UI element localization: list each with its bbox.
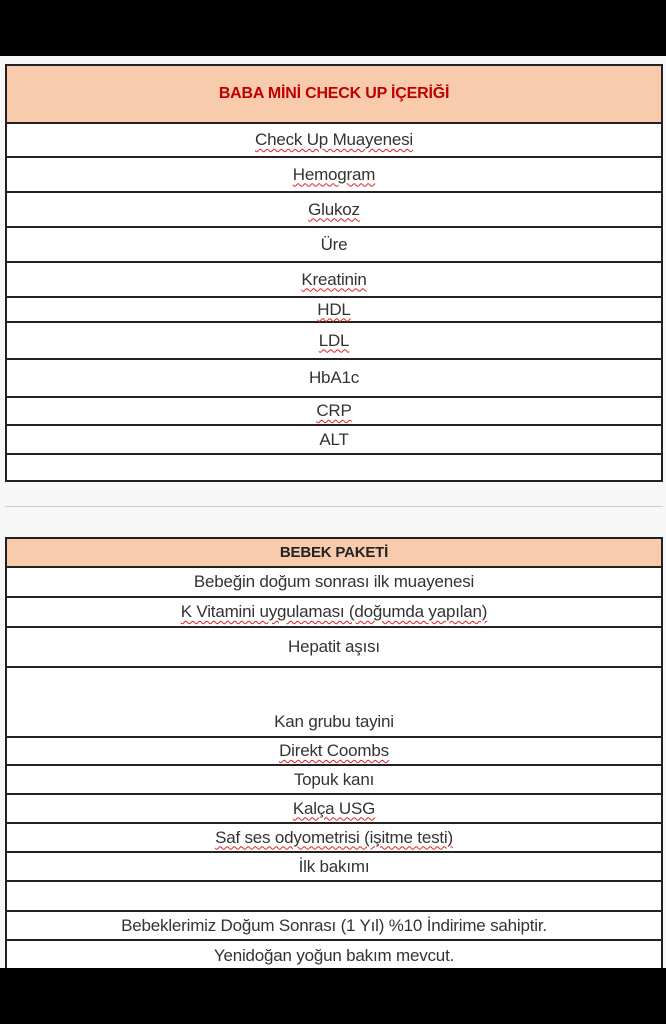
cell-text: HDL bbox=[317, 299, 351, 319]
table-row[interactable] bbox=[7, 853, 661, 882]
cell-text: K Vitamini uygulaması (doğumda yapılan) bbox=[180, 602, 488, 621]
bebek-paketi-table bbox=[5, 537, 663, 968]
cell-text: Topuk kanı bbox=[293, 769, 375, 789]
cell-text: İlk bakımı bbox=[298, 856, 370, 876]
cell-text: Kreatinin bbox=[301, 269, 367, 289]
cell-text: Check Up Muayenesi bbox=[255, 130, 413, 149]
cell-text: ALT bbox=[319, 429, 349, 449]
table-row[interactable] bbox=[7, 766, 661, 795]
table-row[interactable] bbox=[7, 323, 661, 360]
table-row[interactable] bbox=[7, 824, 661, 853]
cell-text: Saf ses odyometrisi (işitme testi) bbox=[215, 827, 453, 847]
cell-text: Hepatit aşısı bbox=[288, 637, 380, 656]
cell-text: Üre bbox=[320, 234, 348, 254]
table-row[interactable] bbox=[7, 360, 661, 398]
table-row[interactable] bbox=[7, 124, 661, 158]
cell-text: LDL bbox=[318, 330, 350, 350]
cell-text: Hemogram bbox=[292, 164, 376, 184]
table-row[interactable] bbox=[7, 568, 661, 598]
cell-text: Bebeklerimiz Doğum Sonrası (1 Yıl) %10 İndirime sahiptir. bbox=[121, 915, 547, 935]
bebek-header bbox=[7, 539, 661, 568]
cell-text: Yenidoğan yoğun bakım mevcut. bbox=[213, 945, 455, 965]
table-row[interactable] bbox=[7, 882, 661, 912]
gridline bbox=[5, 506, 663, 507]
spreadsheet-sheet bbox=[0, 56, 666, 968]
table-row[interactable] bbox=[7, 298, 661, 323]
cell-text: Kan grubu tayini bbox=[274, 712, 394, 731]
cell-text: HbA1c bbox=[308, 368, 360, 387]
cell-text: Kalça USG bbox=[292, 798, 376, 818]
check-up-title: BABA MİNİ CHECK UP İÇERİĞİ bbox=[218, 85, 450, 102]
table-row[interactable] bbox=[7, 263, 661, 298]
table-row[interactable] bbox=[7, 426, 661, 455]
table-row[interactable] bbox=[7, 795, 661, 824]
table-row[interactable] bbox=[7, 193, 661, 228]
bebek-title: BEBEK PAKETİ bbox=[279, 544, 389, 561]
table-row[interactable] bbox=[7, 668, 661, 738]
table-row[interactable] bbox=[7, 912, 661, 941]
table-row[interactable] bbox=[7, 228, 661, 263]
cell-text: Direkt Coombs bbox=[279, 741, 389, 760]
table-row[interactable] bbox=[7, 598, 661, 628]
table-row[interactable] bbox=[7, 738, 661, 766]
table-row[interactable] bbox=[7, 941, 661, 970]
table-row[interactable] bbox=[7, 628, 661, 668]
check-up-table bbox=[5, 64, 663, 482]
check-up-header bbox=[7, 66, 661, 124]
cell-text: Glukoz bbox=[308, 199, 360, 219]
table-row[interactable] bbox=[7, 158, 661, 193]
cell-text: Bebeğin doğum sonrası ilk muayenesi bbox=[193, 572, 475, 591]
cell-text: CRP bbox=[316, 401, 352, 420]
table-row[interactable] bbox=[7, 455, 661, 482]
table-row[interactable] bbox=[7, 398, 661, 426]
